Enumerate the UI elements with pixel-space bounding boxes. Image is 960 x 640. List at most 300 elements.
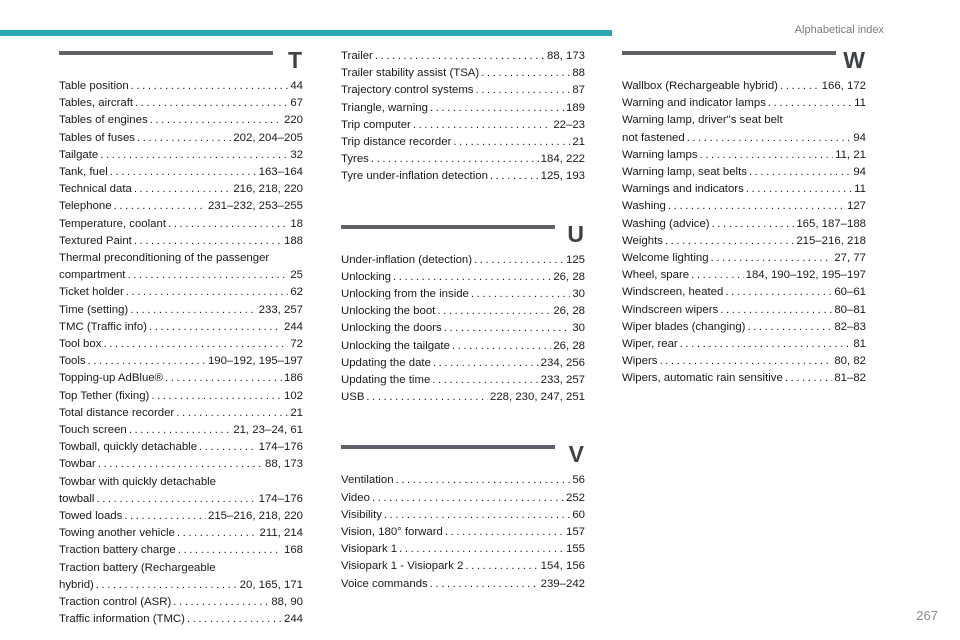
dot-leader [747,319,832,336]
index-entry-label: Towing another vehicle [59,527,175,540]
index-entry-label: Tailgate [59,148,99,161]
dot-leader [149,319,282,336]
index-entry [59,405,303,422]
index-entry-label: Topping-up AdBlue® [59,372,164,385]
index-entry-label: Touch screen [59,424,127,437]
index-entry-label: Updating the time [341,374,431,387]
index-entry [622,370,866,387]
index-entry-pages: 30 [572,322,585,335]
dot-leader [384,507,570,524]
index-entry-label: Traffic information (TMC) [59,613,185,626]
dot-leader [413,117,551,134]
index-entry [341,65,585,82]
index-entry [341,168,585,185]
index-entry-label: towball [59,492,95,505]
dot-leader [785,370,833,387]
index-entry-pages: 215–216, 218, 220 [207,510,303,523]
index-entry-label: TMC (Traffic info) [59,320,147,333]
index-entry-pages: 87 [572,84,585,97]
index-entry-pages: 81 [853,338,866,351]
dot-leader [746,181,852,198]
index-entry [59,525,303,542]
index-entry-pages: 220 [283,114,303,127]
index-entry-pages: 244 [283,613,303,626]
index-entry-label: Unlocking [341,270,392,283]
index-entry-pages: 20, 165, 171 [239,578,303,591]
dot-leader [98,456,263,473]
index-entry-label: Voice commands [341,577,428,590]
index-list-t [59,78,303,629]
index-entry-pages: 125, 193 [540,170,585,183]
index-entry-pages: 11 [854,183,866,196]
index-entry [622,353,866,370]
dot-leader [711,250,833,267]
index-entry [59,422,303,439]
index-entry [59,353,303,370]
dot-leader [430,576,539,593]
index-entry [341,117,585,134]
index-entry-label: Vision, 180° forward [341,526,443,539]
index-entry-pages: 26, 28 [553,339,585,352]
dot-leader [96,577,238,594]
page-number: 267 [916,608,938,623]
index-entry [622,319,866,336]
dot-leader [687,130,852,147]
index-entry-label: Tables, aircraft [59,97,134,110]
dot-leader [432,372,538,389]
index-entry-label: compartment [59,269,126,282]
index-entry [341,524,585,541]
index-entry [59,594,303,611]
dot-leader [393,269,551,286]
dot-leader [444,320,571,337]
index-entry [622,198,866,215]
dot-leader [445,524,564,541]
index-entry-pages: 26, 28 [553,305,585,318]
index-entry-pages: 22–23 [553,118,585,131]
index-entry-label: Wheel, spare [622,269,690,282]
index-entry [59,336,303,353]
index-entry-pages: 184, 190–192, 195–197 [745,269,866,282]
dot-leader [88,353,206,370]
index-entry-pages: 155 [565,543,585,556]
index-entry [341,541,585,558]
index-entry-pages: 127 [846,200,866,213]
index-entry-label: Unlocking the doors [341,322,442,335]
dot-leader [137,130,231,147]
dot-leader [399,541,564,558]
dot-leader [150,112,282,129]
index-entry [622,336,866,353]
index-entry-pages: 233, 257 [540,374,585,387]
dot-leader [668,198,845,215]
index-entry [59,388,303,405]
index-entry-label: Ticket holder [59,286,124,299]
index-entry [341,558,585,575]
index-entry-label: Visiopark 1 [341,543,398,556]
index-entry [341,320,585,337]
index-entry-label: Towed loads [59,510,123,523]
index-entry-pages: 80–81 [834,303,866,316]
index-entry-label: Washing (advice) [622,217,710,230]
dot-leader [396,472,571,489]
index-entry-pages: 252 [565,491,585,504]
index-list-t-continued [341,48,585,186]
dot-leader [437,303,551,320]
index-entry-pages: 233, 257 [258,303,303,316]
index-entry-label-line1: Towbar with quickly detachable [59,475,217,488]
dot-leader [173,594,269,611]
dot-leader [96,491,256,508]
index-entry [59,508,303,525]
dot-leader [680,336,852,353]
index-entry-pages: 234, 256 [540,356,585,369]
index-entry-label: Welcome lighting [622,252,709,265]
index-entry [59,370,303,387]
index-entry-label: Wiper blades (changing) [622,320,746,333]
index-entry-pages: 184, 222 [540,153,585,166]
dot-leader [768,95,852,112]
section-header-w [622,48,866,78]
index-entry-label: Updating the date [341,356,431,369]
dot-leader [135,95,288,112]
index-entry [341,48,585,65]
index-entry-label: Textured Paint [59,234,132,247]
index-entry-pages: 188 [283,234,303,247]
dot-leader [168,216,288,233]
index-entry-label: Tank, fuel [59,166,108,179]
dot-leader [691,267,744,284]
index-entry [59,95,303,112]
index-entry-label: Tools [59,355,86,368]
index-entry-pages: 21 [290,406,303,419]
index-entry-label: Visibility [341,508,382,521]
dot-leader [114,198,206,215]
index-entry-pages: 26, 28 [553,270,585,283]
index-entry-label: Telephone [59,200,112,213]
index-entry-pages: 215–216, 218 [796,234,866,247]
index-entry [622,284,866,301]
index-entry-label: Tables of engines [59,114,148,127]
index-entry [59,112,303,129]
index-entry-label: Temperature, coolant [59,217,167,230]
index-entry [59,130,303,147]
index-entry-pages: 157 [565,526,585,539]
index-column-1 [59,48,303,629]
index-entry-label: Wallbox (Rechargeable hybrid) [622,80,778,92]
index-entry-pages: 165, 187–188 [796,217,866,230]
index-entry-label: Warning lamp, seat belts [622,166,747,179]
dot-leader [452,338,551,355]
index-entry-pages: 94 [853,131,866,144]
index-entry [341,286,585,303]
index-entry-pages: 18 [290,217,303,230]
index-entry-pages: 72 [290,338,303,351]
index-entry-label: Tables of fuses [59,131,135,144]
index-entry [59,181,303,198]
dot-leader [110,164,257,181]
index-entry-label: USB [341,391,365,404]
index-entry-label: Tyres [341,153,369,166]
index-entry-pages: 62 [290,286,303,299]
dot-leader [371,151,539,168]
index-entry-pages: 11 [854,97,866,110]
index-column-2 [341,48,585,593]
index-entry-pages: 88, 90 [271,596,303,609]
index-entry-label-line1: Thermal preconditioning of the passenger [59,252,270,265]
index-entry [341,490,585,507]
index-entry-pages: 81–82 [834,372,866,385]
index-entry [59,439,303,456]
index-entry-pages: 67 [290,97,303,110]
index-entry-label: Windscreen, heated [622,286,724,299]
index-entry [622,302,866,319]
index-entry-pages: 21, 23–24, 61 [233,424,303,437]
index-entry-label: Ventilation [341,474,394,487]
dot-leader [372,490,564,507]
dot-leader [474,252,564,269]
index-entry [341,389,585,406]
dot-leader [124,508,206,525]
index-entry-pages: 80, 82 [834,355,866,368]
dot-leader [465,558,538,575]
index-entry-label: Video [341,491,370,504]
index-entry-pages: 190–192, 195–197 [207,355,303,368]
index-entry-pages: 174–176 [258,492,303,505]
index-entry-pages: 11, 21 [835,148,866,161]
index-entry [622,250,866,267]
index-entry-label: Warning and indicator lamps [622,97,766,110]
index-entry-label: Tyre under-inflation detection [341,170,488,183]
dot-leader [659,353,832,370]
dot-leader [127,267,288,284]
index-entry-pages: 25 [290,269,303,282]
index-list-u [341,252,585,407]
index-entry [59,560,303,594]
index-entry-label: Total distance recorder [59,406,175,419]
index-entry [341,82,585,99]
index-entry [622,216,866,233]
index-entry-label: Under-inflation (detection) [341,253,473,266]
index-entry [622,78,866,95]
index-entry-label: Wipers [622,355,658,368]
index-entry-label: Triangle, warning [341,101,428,114]
dot-leader [199,439,257,456]
index-entry [341,134,585,151]
index-entry-pages: 125 [565,253,585,266]
dot-leader [725,284,832,301]
index-entry [59,319,303,336]
section-header-t [59,48,303,78]
index-entry-pages: 88, 173 [264,458,303,471]
index-entry-label: Trailer stability assist (TSA) [341,67,480,80]
index-column-3 [622,48,866,388]
index-entry-label-line1: Warning lamp, driver"s seat belt [622,114,783,127]
index-entry-pages: 154, 156 [540,560,585,573]
index-entry [59,164,303,181]
dot-leader [471,286,570,303]
index-entry-pages: 44 [290,80,303,92]
index-entry [341,472,585,489]
index-entry-label: Warnings and indicators [622,183,744,196]
index-entry [622,233,866,250]
dot-leader [126,284,289,301]
index-entry-pages: 186 [283,372,303,385]
index-entry-pages: 202, 204–205 [233,131,303,144]
dot-leader [100,147,288,164]
index-entry [341,303,585,320]
index-entry [341,100,585,117]
dot-leader [453,134,570,151]
dot-leader [749,164,851,181]
index-entry-label: hybrid) [59,578,94,591]
dot-leader [176,405,288,422]
index-entry-label: Top Tether (fixing) [59,389,150,402]
index-entry [622,181,866,198]
index-entry [341,355,585,372]
index-entry-pages: 168 [283,544,303,557]
index-entry-label: Towbar [59,458,96,471]
index-entry [341,576,585,593]
index-entry [622,147,866,164]
section-letter-u: U [567,220,584,247]
index-entry-label: Unlocking the tailgate [341,339,450,352]
section-rule [341,225,555,229]
index-entry [341,507,585,524]
index-entry [59,474,303,508]
index-entry [59,198,303,215]
index-entry [59,542,303,559]
dot-leader [129,422,232,439]
dot-leader [433,355,539,372]
dot-leader [780,78,820,95]
index-entry-label: Unlocking from the inside [341,288,469,301]
section-rule [59,51,273,55]
index-entry [59,216,303,233]
dot-leader [103,336,288,353]
index-entry-label: Warning lamps [622,148,698,161]
dot-leader [490,168,539,185]
index-entry-pages: 189 [565,101,585,114]
index-entry-pages: 30 [572,288,585,301]
dot-leader [430,100,564,117]
index-entry-label: Trip distance recorder [341,136,452,149]
section-rule [622,51,836,55]
index-entry-pages: 27, 77 [834,252,866,265]
dot-leader [177,525,258,542]
index-entry-label: Traction battery charge [59,544,176,557]
index-entry-pages: 60–61 [834,286,866,299]
dot-leader [178,542,282,559]
index-entry-label: Trailer [341,50,373,62]
index-entry-pages: 163–164 [258,166,303,179]
index-entry [59,250,303,284]
header-accent-bar [0,30,612,36]
dot-leader [131,78,289,95]
dot-leader [134,233,282,250]
dot-leader [665,233,794,250]
dot-leader [151,388,282,405]
index-entry-label: Windscreen wipers [622,303,719,316]
index-entry-pages: 82–83 [834,320,866,333]
index-entry-label: Time (setting) [59,303,129,316]
dot-leader [700,147,834,164]
index-entry-pages: 21 [572,136,585,149]
index-entry-label: Tool box [59,338,102,351]
index-entry-label: Visiopark 1 - Visiopark 2 [341,560,464,573]
index-entry-label: Table position [59,80,129,92]
index-entry [622,267,866,284]
index-entry-pages: 32 [290,148,303,161]
dot-leader [187,611,282,628]
section-letter-w: W [843,47,865,73]
index-entry-label: Washing [622,200,666,213]
index-entry-label: Trip computer [341,118,411,131]
index-entry [622,112,866,146]
index-list-w [622,78,866,388]
index-entry [59,611,303,628]
index-entry-pages: 244 [283,320,303,333]
dot-leader [481,65,570,82]
index-entry-label: Wiper, rear [622,338,678,351]
index-entry [622,164,866,181]
index-entry [59,78,303,95]
dot-leader [130,302,256,319]
section-rule [341,445,555,449]
index-entry-pages: 211, 214 [259,527,303,540]
index-entry [59,284,303,301]
index-entry [341,151,585,168]
index-entry-pages: 88 [572,67,585,80]
index-entry-label: Wipers, automatic rain sensitive [622,372,783,385]
dot-leader [366,389,488,406]
index-entry [341,269,585,286]
index-entry-label: Trajectory control systems [341,84,474,97]
section-header-u [341,222,585,252]
index-entry [622,95,866,112]
index-list-v [341,472,585,592]
index-entry [59,302,303,319]
index-entry-pages: 94 [853,166,866,179]
index-entry-label-line1: Traction battery (Rechargeable [59,561,216,574]
dot-leader [720,302,832,319]
index-entry-pages: 231–232, 253–255 [207,200,303,213]
index-entry-pages: 239–242 [540,577,585,590]
dot-leader [375,48,545,65]
index-entry-label: not fastened [622,131,685,144]
index-entry [341,252,585,269]
index-entry-pages: 174–176 [258,441,303,454]
index-entry [59,456,303,473]
dot-leader [134,181,231,198]
section-letter-t: T [287,47,302,73]
index-entry-pages: 56 [572,474,585,487]
index-entry-label: Towball, quickly detachable [59,441,198,454]
index-entry-label: Unlocking the boot [341,305,436,318]
section-letter-v: V [568,441,584,468]
header-title: Alphabetical index [794,24,884,36]
index-entry [341,338,585,355]
index-entry-pages: 216, 218, 220 [233,183,303,196]
index-entry [59,147,303,164]
index-entry-pages: 166, 172 [821,80,866,92]
index-entry-label: Technical data [59,183,132,196]
dot-leader [476,82,571,99]
index-entry-label: Traction control (ASR) [59,596,172,609]
dot-leader [165,370,282,387]
index-entry [59,233,303,250]
index-entry [341,372,585,389]
